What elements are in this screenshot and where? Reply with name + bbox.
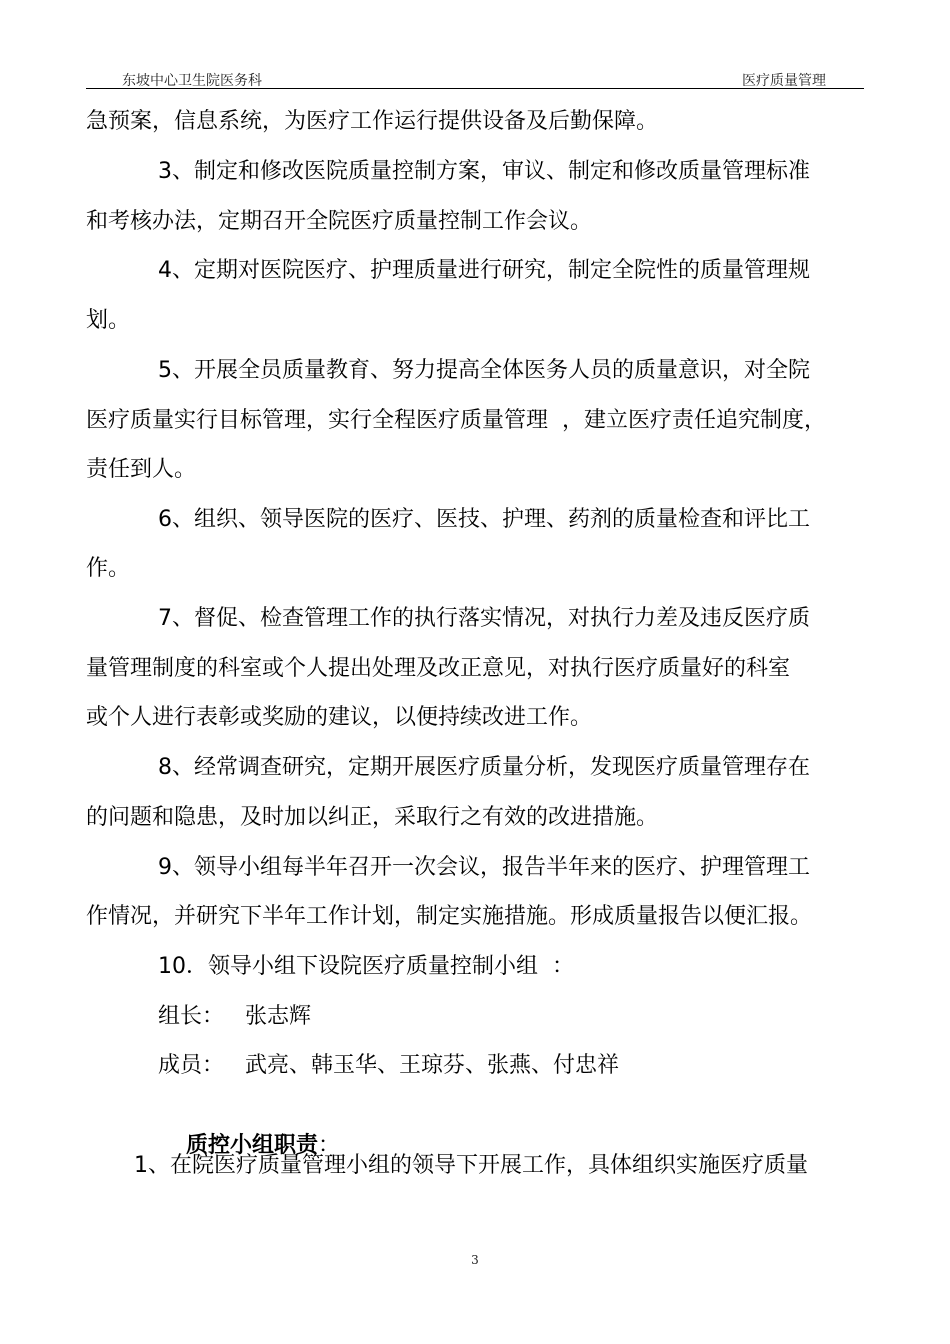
paragraph-line: 和考核办法，定期召开全院医疗质量控制工作会议。 [86, 209, 593, 234]
paragraph-line: 5、开展全员质量教育、努力提高全体医务人员的质量意识，对全院 [158, 358, 810, 383]
paragraph-line: 4、定期对医院医疗、护理质量进行研究，制定全院性的质量管理规 [158, 258, 810, 283]
page-header [86, 66, 864, 89]
paragraph-line: 或个人进行表彰或奖励的建议，以便持续改进工作。 [86, 705, 593, 730]
section-heading-colon: ： [318, 1133, 341, 1158]
section-heading [158, 1101, 341, 1158]
header-department: 东坡中心卫生院医务科 [122, 73, 262, 89]
leader-line: 组长： 张志辉 [158, 1004, 311, 1029]
paragraph-line: 6、组织、领导医院的医疗、医技、护理、药剂的质量检查和评比工 [158, 507, 810, 532]
section-heading-text: 质控小组职责 [185, 1133, 318, 1158]
paragraph-line: 作情况，并研究下半年工作计划，制定实施措施。形成质量报告以便汇报。 [86, 904, 813, 929]
paragraph-line: 8、经常调查研究，定期开展医疗质量分析，发现医疗质量管理存在 [158, 755, 810, 780]
paragraph-line: 责任到人。 [86, 457, 197, 482]
paragraph-line: 7、督促、检查管理工作的执行落实情况，对执行力差及违反医疗质 [158, 606, 810, 631]
header-section-title: 医疗质量管理 [742, 73, 826, 89]
paragraph-line: 划。 [86, 308, 131, 333]
paragraph-line: 医疗质量实行目标管理，实行全程医疗质量管理 ，建立医疗责任追究制度， [86, 408, 826, 433]
paragraph-line: 急预案，信息系统，为医疗工作运行提供设备及后勤保障。 [86, 109, 659, 134]
paragraph-line: 10．领导小组下设院医疗质量控制小组 ： [158, 954, 574, 979]
paragraph-line: 1、在院医疗质量管理小组的领导下开展工作，具体组织实施医疗质量 [134, 1153, 808, 1178]
paragraph-line: 的问题和隐患，及时加以纠正，采取行之有效的改进措施。 [86, 805, 659, 830]
page-number: 3 [471, 1253, 479, 1267]
paragraph-line: 量管理制度的科室或个人提出处理及改正意见，对执行医疗质量好的科室 [86, 656, 791, 681]
paragraph-line: 作。 [86, 556, 131, 581]
members-line: 成员： 武亮、韩玉华、王琼芬、张燕、付忠祥 [158, 1053, 619, 1078]
paragraph-line: 3、制定和修改医院质量控制方案，审议、制定和修改质量管理标准 [158, 159, 810, 184]
paragraph-line: 9、领导小组每半年召开一次会议，报告半年来的医疗、护理管理工 [158, 855, 810, 880]
